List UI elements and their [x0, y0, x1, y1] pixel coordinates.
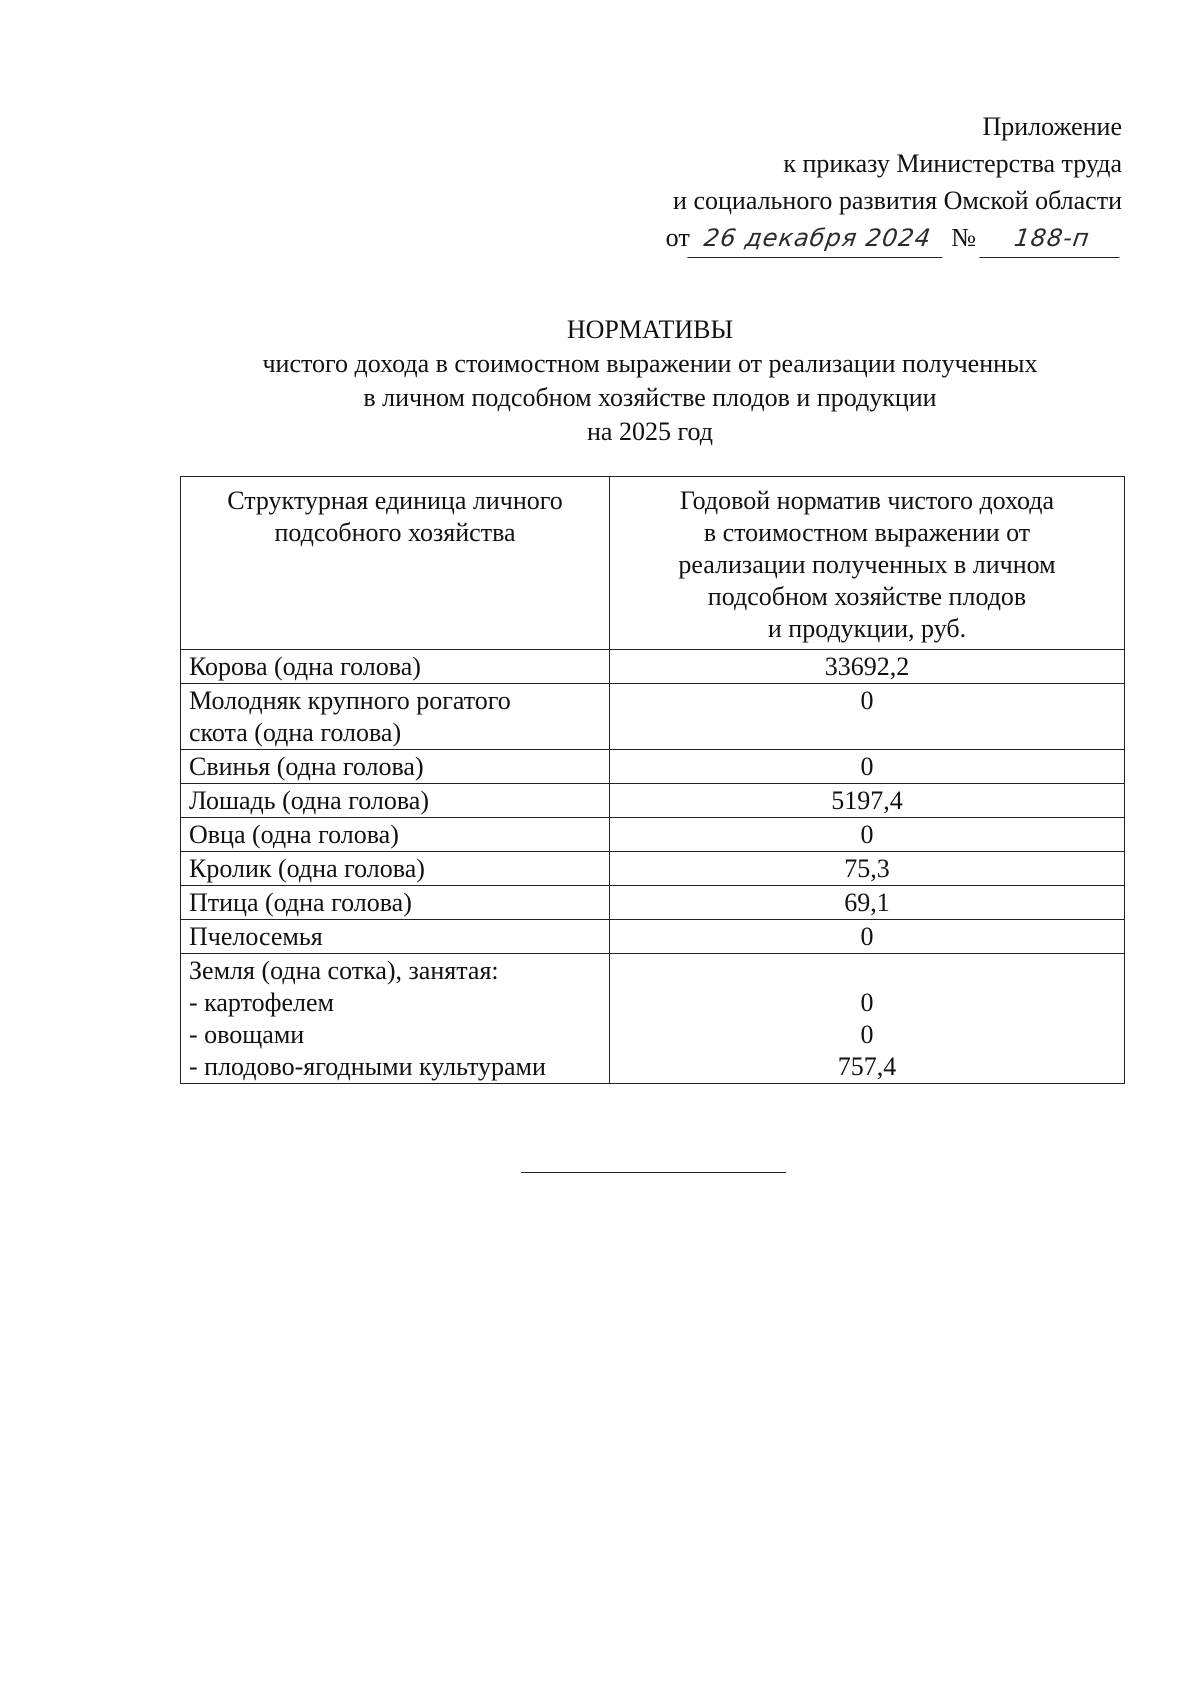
- land-spacer: [618, 955, 1116, 987]
- appendix-date-number-line: [666, 219, 1122, 258]
- row-value: 0: [610, 920, 1125, 954]
- header-col1-line1: Структурная единица личного: [227, 486, 563, 515]
- land-heading: Земля (одна сотка), занятая:: [189, 956, 499, 985]
- header-col2-line5: и продукции, руб.: [767, 614, 967, 643]
- document-subtitle-line-2: в личном подсобном хозяйстве плодов и продукции: [363, 383, 937, 412]
- row-unit: Лошадь (одна голова): [181, 784, 610, 818]
- document-subtitle-line-3: на 2025 год: [587, 417, 713, 446]
- row-unit: Пчелосемья: [181, 920, 610, 954]
- table-row: [181, 920, 1125, 954]
- row-value: 69,1: [610, 886, 1125, 920]
- row-value: 0: [610, 684, 1125, 750]
- table-row: [181, 784, 1125, 818]
- row-unit-line1: Молодняк крупного рогатого: [189, 686, 511, 715]
- appendix-order-ref: к приказу Министерства труда: [783, 149, 1122, 178]
- header-col2-line2: в стоимостном выражении от: [703, 518, 1031, 547]
- appendix-label: Приложение: [982, 112, 1122, 141]
- land-item-label: - картофелем: [189, 988, 334, 1017]
- number-sign: №: [951, 223, 976, 252]
- land-item-label: - овощами: [189, 1020, 305, 1049]
- land-item-label: - плодово-ягодными культурами: [189, 1052, 546, 1081]
- header-col2-line4: подсобном хозяйстве плодов: [707, 582, 1027, 611]
- land-value-cell: [610, 954, 1125, 1084]
- row-unit: Свинья (одна голова): [181, 750, 610, 784]
- header-col2-line3: реализации полученных в личном: [678, 550, 1056, 579]
- document-subtitle-line-1: чистого дохода в стоимостном выражении от реализации полученных: [262, 349, 1038, 378]
- row-value: 75,3: [610, 852, 1125, 886]
- land-unit-cell: [181, 954, 610, 1084]
- row-unit-line2: скота (одна голова): [189, 718, 402, 747]
- header-col1-line2: подсобного хозяйства: [274, 518, 516, 547]
- table-row-land: [181, 954, 1125, 1084]
- table-row: [181, 650, 1125, 684]
- row-value: 0: [610, 818, 1125, 852]
- closing-rule: [521, 1172, 786, 1173]
- table-row: [181, 818, 1125, 852]
- table-row: [181, 684, 1125, 750]
- from-prefix: от: [665, 223, 690, 252]
- document-title-block: [0, 313, 1200, 449]
- appendix-ministry: и социального развития Омской области: [673, 186, 1122, 215]
- table-row: [181, 750, 1125, 784]
- row-value: 5197,4: [610, 784, 1125, 818]
- norms-table: [180, 476, 1125, 1084]
- row-unit: Кролик (одна голова): [181, 852, 610, 886]
- table-row: [181, 852, 1125, 886]
- table-row: [181, 886, 1125, 920]
- land-item-value: 757,4: [837, 1052, 897, 1081]
- row-unit: Корова (одна голова): [181, 650, 610, 684]
- row-unit: Птица (одна голова): [181, 886, 610, 920]
- land-item-value: 0: [860, 1020, 874, 1049]
- row-unit: [181, 684, 610, 750]
- table-header-row: [181, 477, 1125, 650]
- header-col2-line1: Годовой норматив чистого дохода: [679, 486, 1055, 515]
- row-value: 33692,2: [610, 650, 1125, 684]
- land-item-value: 0: [860, 988, 874, 1017]
- header-structural-unit: [181, 477, 610, 650]
- header-annual-norm: [610, 477, 1125, 650]
- row-unit: Овца (одна голова): [181, 818, 610, 852]
- handwritten-order-number: 188-п: [979, 220, 1124, 258]
- document-title: НОРМАТИВЫ: [566, 315, 734, 344]
- row-value: 0: [610, 750, 1125, 784]
- handwritten-date: 26 декабря 2024: [687, 220, 947, 258]
- appendix-header: [666, 108, 1122, 258]
